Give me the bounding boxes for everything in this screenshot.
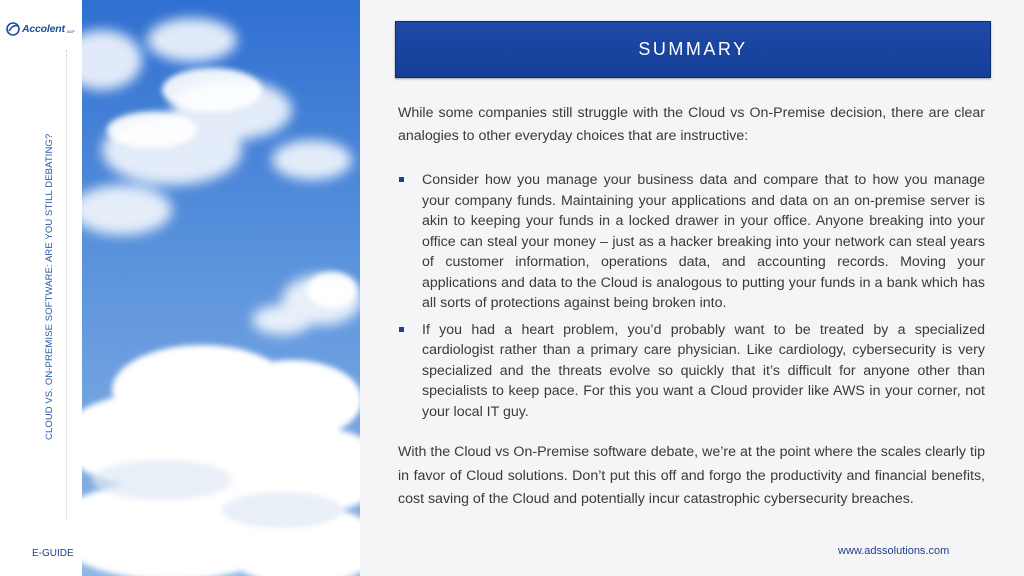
vertical-document-title: CLOUD VS. ON-PREMISE SOFTWARE: ARE YOU STILL DEBATING? xyxy=(44,133,55,440)
summary-banner xyxy=(395,21,991,78)
square-bullet-icon xyxy=(399,177,404,182)
bullet-list xyxy=(398,170,985,428)
logo-text: Accolent xyxy=(22,23,65,35)
sidebar-divider xyxy=(66,50,67,520)
intro-paragraph: While some companies still struggle with the Cloud vs On-Premise decision, there are clear analogies to other everyday choices that are instructive: xyxy=(398,105,985,144)
swoosh-logo-icon xyxy=(6,22,20,36)
website-link[interactable]: www.adssolutions.com xyxy=(838,545,950,557)
accolent-logo[interactable] xyxy=(6,22,75,36)
list-item xyxy=(398,170,985,314)
cloud-photo xyxy=(82,0,360,576)
logo-suffix: ADP xyxy=(66,28,75,34)
summary-title: SUMMARY xyxy=(638,39,748,59)
square-bullet-icon xyxy=(399,327,404,332)
sky-clouds-image xyxy=(82,0,360,576)
bullet-text: If you had a heart problem, you’d probably want to be treated by a specialized cardiologist rather than a primary care physician. Like cardiology, cybersecurity is very specialized and the threats evolve so quickly that it’s difficult for anyone other than specialists to keep pace. For this you want a Cloud provider like AWS in your corner, not your local IT guy. xyxy=(422,321,985,420)
left-sidebar xyxy=(0,0,82,576)
eguide-label: E-GUIDE xyxy=(32,548,74,559)
list-item xyxy=(398,320,985,423)
summary-content xyxy=(360,0,1024,576)
bullet-text: Consider how you manage your business data and compare that to how you manage your company funds. Maintaining your applications and data on an on-premise server is akin to keeping your funds in a locked drawer in your office. Anyone breaking into your office can steal your money – just as a hacker breaking into your network can steal years of customer information, operations data, and accounting records. Moving your applications and data to the Cloud is analogous to putting your funds in a bank which has all sorts of protections against being broken into. xyxy=(422,172,985,311)
closing-paragraph: With the Cloud vs On-Premise software debate, we’re at the point where the scales clearly tip in favor of Cloud solutions. Don’t put this off and forgo the productivity and financial benefits, cost saving of the Cloud and potentially incur catastrophic cybersecurity breaches. xyxy=(398,444,985,507)
